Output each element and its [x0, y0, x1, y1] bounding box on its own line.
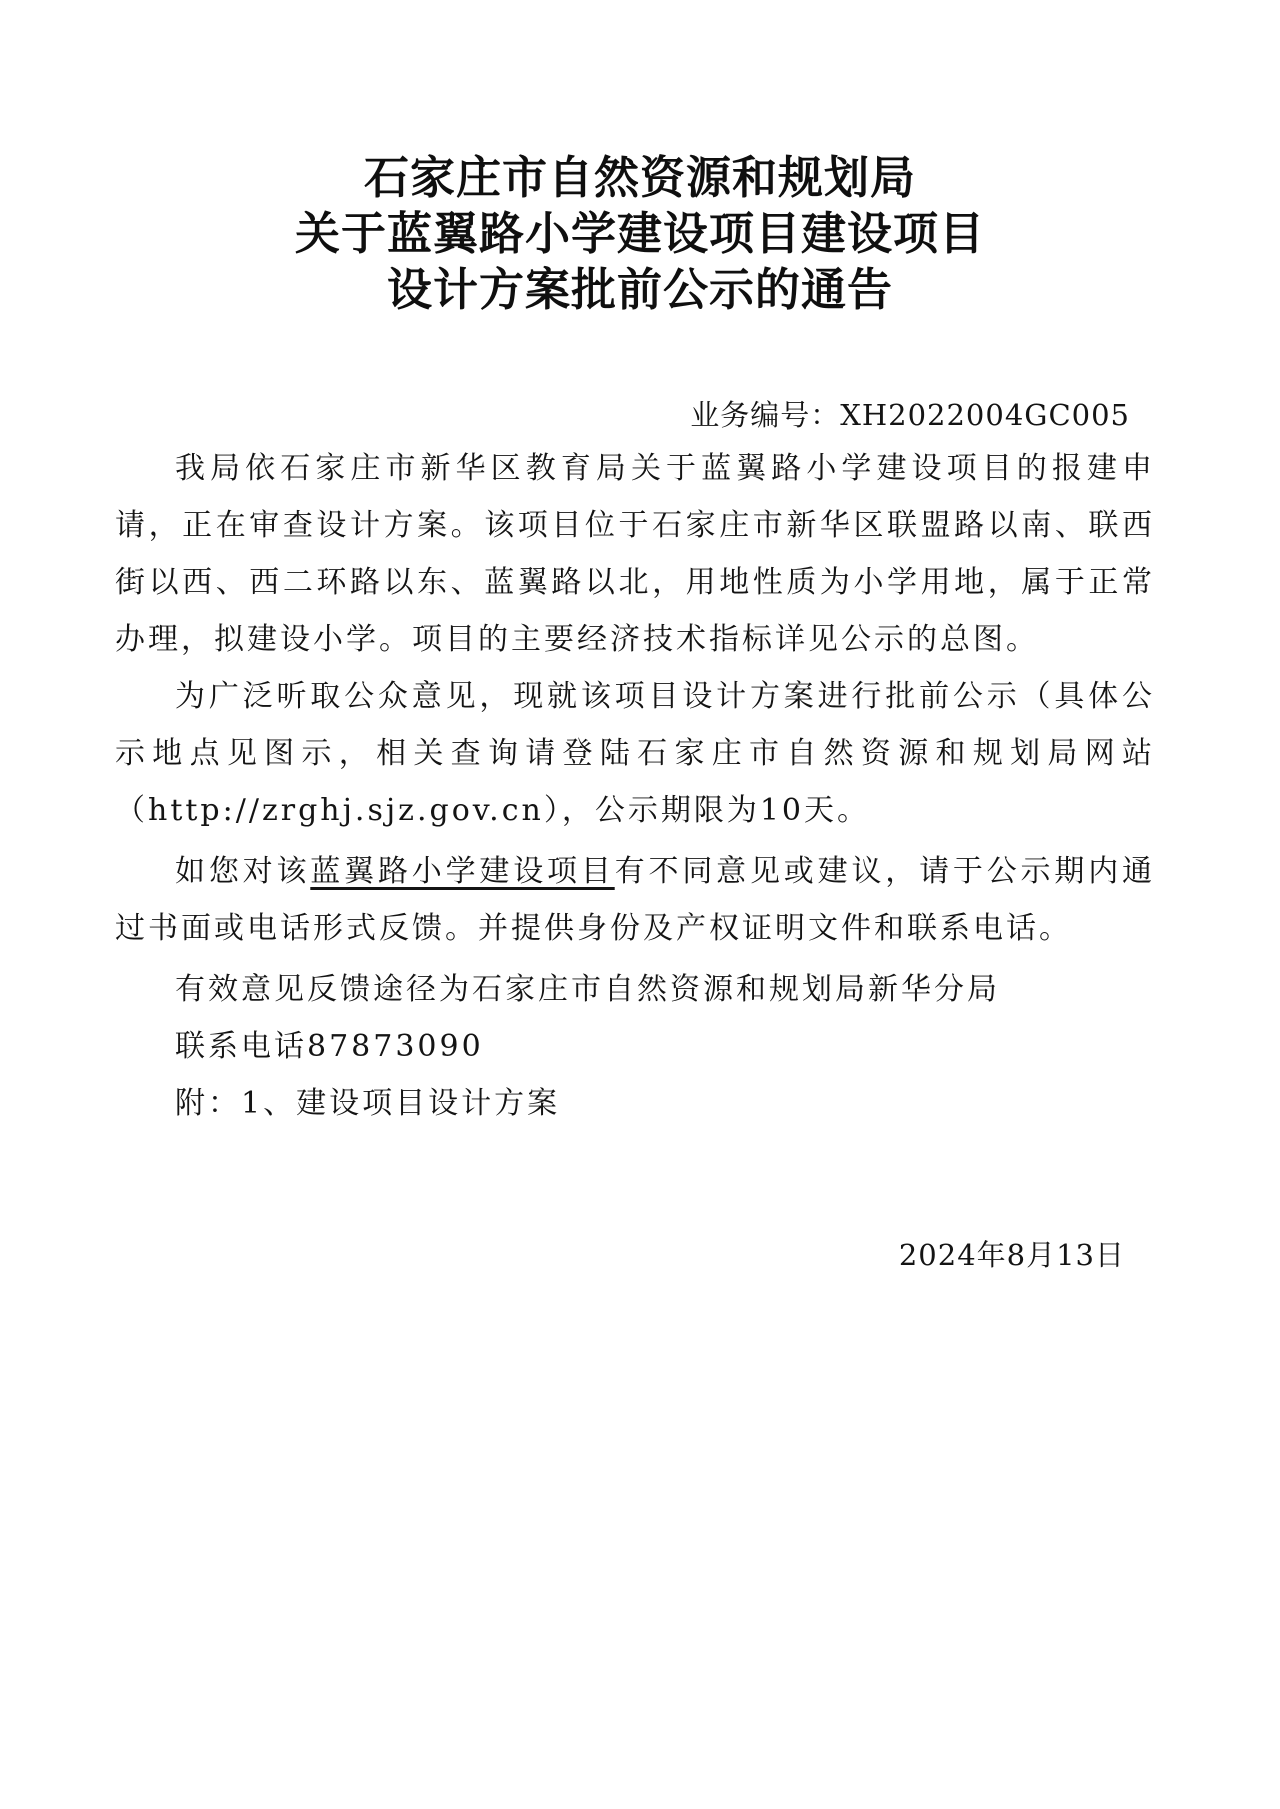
notice-body	[115, 440, 1155, 1132]
paragraph-feedback	[115, 843, 1155, 957]
title-line-2: 关于蓝翼路小学建设项目建设项目	[294, 207, 985, 260]
feedback-channel: 有效意见反馈途径为石家庄市自然资源和规划局新华分局	[175, 972, 1000, 1007]
title-line-1: 石家庄市自然资源和规划局	[363, 151, 916, 204]
contact-phone: 联系电话87873090	[175, 1029, 484, 1064]
paragraph-application: 我局依石家庄市新华区教育局关于蓝翼路小学建设项目的报建申请，正在审查设计方案。该项目位于石家庄市新华区联盟路以南、联西街以西、西二环路以东、蓝翼路以北，用地性质为小学用地，属于正常办理，拟建设小学。项目的主要经济技术指标详见公示的总图。	[115, 451, 1155, 657]
project-name-underlined: 蓝翼路小学建设项目	[310, 854, 615, 889]
feedback-prefix: 如您对该	[175, 854, 311, 889]
business-number: 业务编号：XH2022004GC005	[690, 398, 1130, 432]
issue-date: 2024年8月13日	[898, 1238, 1125, 1272]
notice-title	[0, 150, 1280, 318]
attachment-note: 附：1、建设项目设计方案	[175, 1086, 561, 1121]
feedback-suffix: 有不同意见或建议，请于公示期内通过书面或电话形式反馈。并提供身份及产权证明文件和联系电话。	[115, 854, 1156, 946]
paragraph-publicity: 为广泛听取公众意见，现就该项目设计方案进行批前公示（具体公示地点见图示，相关查询请登陆石家庄市自然资源和规划局网站（http://zrghj.sjz.gov.cn），公示期限为10天。	[115, 679, 1155, 828]
title-line-3: 设计方案批前公示的通告	[386, 263, 893, 316]
